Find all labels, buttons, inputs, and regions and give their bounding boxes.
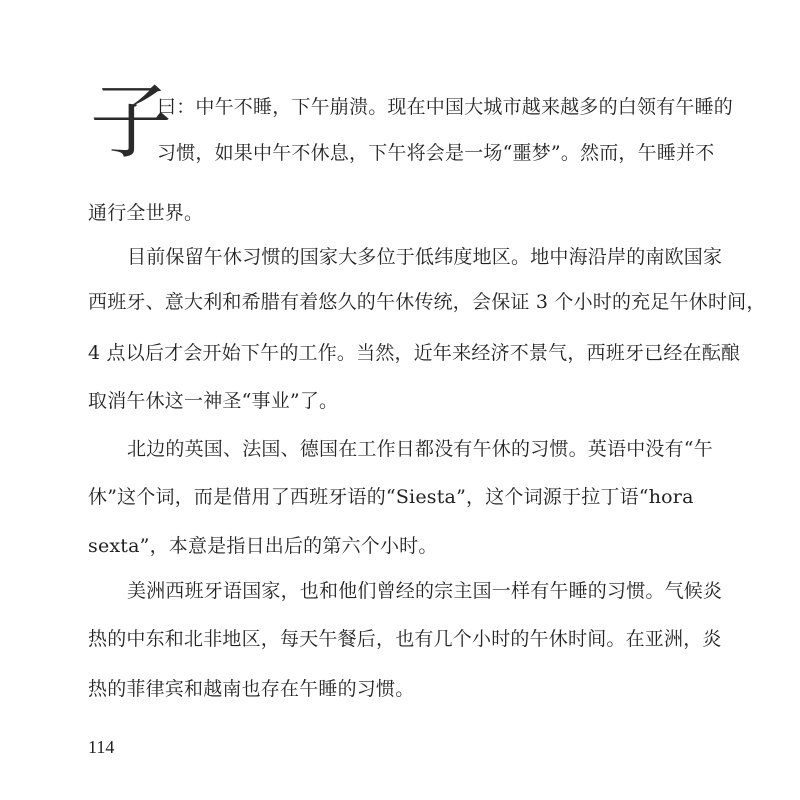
paragraph-1-line-1: 曰：中午不睡，下午崩溃。现在中国大城市越来越多的白领有午睡的 xyxy=(157,96,734,118)
paragraph-3-line-2: 休”这个词，而是借用了西班牙语的“Siesta”，这个词源于拉丁语“hora xyxy=(88,486,694,508)
page-number: 114 xyxy=(88,737,115,757)
paragraph-4-line-2: 热的中东和北非地区，每天午餐后，也有几个小时的午休时间。在亚洲，炎 xyxy=(88,628,722,650)
paragraph-3-line-1: 北边的英国、法国、德国在工作日都没有午休的习惯。英语中没有“午 xyxy=(127,438,713,460)
paragraph-3-line-3: sexta”，本意是指日出后的第六个小时。 xyxy=(88,535,438,557)
paragraph-2-line-2: 西班牙、意大利和希腊有着悠久的午休传统，会保证 3 个小时的充足午休时间， xyxy=(88,291,766,313)
paragraph-1-line-2: 习惯，如果中午不休息，下午将会是一场“噩梦”。然而，午睡并不 xyxy=(157,142,715,164)
paragraph-4-line-1: 美洲西班牙语国家，也和他们曾经的宗主国一样有午睡的习惯。气候炎 xyxy=(127,580,723,602)
paragraph-2-line-3: 4 点以后才会开始下午的工作。当然，近年来经济不景气，西班牙已经在酝酿 xyxy=(88,342,741,364)
drop-cap: 子 xyxy=(90,75,173,170)
paragraph-2-line-1: 目前保留午休习惯的国家大多位于低纬度地区。地中海沿岸的南欧国家 xyxy=(127,246,723,268)
paragraph-1-line-3: 通行全世界。 xyxy=(88,202,204,224)
paragraph-2-line-4: 取消午休这一神圣“事业”了。 xyxy=(88,390,339,412)
paragraph-4-line-3: 热的菲律宾和越南也存在午睡的习惯。 xyxy=(88,678,415,700)
